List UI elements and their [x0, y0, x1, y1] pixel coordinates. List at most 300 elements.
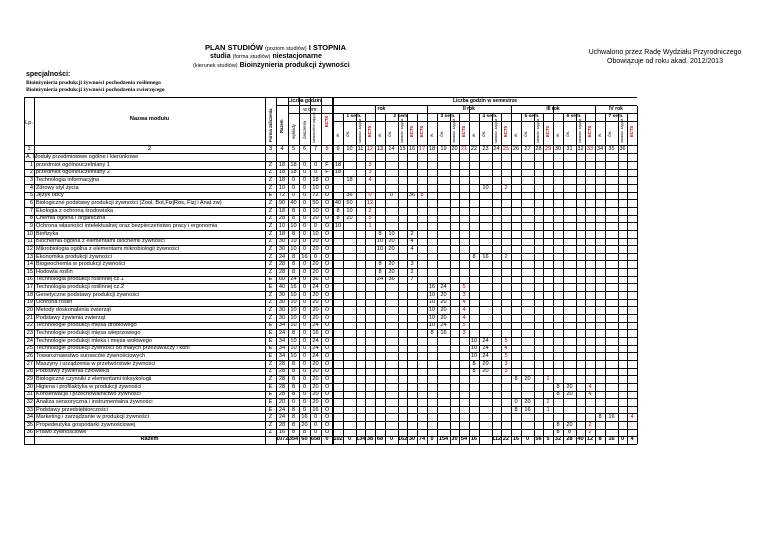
semester-value: 24 — [440, 284, 447, 291]
semester-value: 20 — [440, 307, 447, 314]
semester-value: 4 — [588, 391, 592, 398]
semester-value: 4 — [462, 299, 466, 306]
row-name: Ekonomika produkcji żywności — [36, 253, 112, 260]
row-forma: Z — [268, 421, 273, 428]
row-name: Podstawy przedsiębiorczości — [36, 406, 108, 413]
total-semester-value: 162 — [398, 436, 408, 443]
semester-value: 8 — [556, 383, 560, 390]
row-forma: E — [268, 330, 273, 336]
row-name: Technologie produkcji mięsa drobiowego — [36, 322, 137, 329]
semester-value: 20 — [482, 368, 489, 375]
row-cwiczenia: 0 — [302, 169, 307, 176]
plan-title: PLAN STUDIÓW (poziom studiów) I STOPNIA — [205, 43, 347, 52]
semester-subcol: w. — [471, 133, 476, 137]
semester-value: 20 — [388, 238, 395, 245]
total-semester-value: 16 — [512, 436, 520, 443]
column-number: 2 — [147, 146, 152, 152]
semester-value: 5 — [462, 322, 466, 329]
semester-rule — [595, 106, 596, 444]
row-lp: 25 — [26, 345, 33, 352]
semester-value: 4 — [462, 314, 466, 321]
column-number: 21 — [460, 146, 468, 152]
row-wyklady: 8 — [291, 375, 296, 382]
row-samodzielne: 16 — [312, 406, 319, 413]
semester-subcol: ćw. — [565, 130, 570, 137]
row-samodzielne: 20 — [312, 268, 319, 275]
semester-value: 5 — [504, 352, 508, 359]
semester-value: 8 — [514, 375, 518, 382]
row-praktyki: O — [324, 383, 330, 390]
semester-value: 8 — [556, 429, 560, 436]
semester-subcol: samodz. zajęcia — [578, 118, 582, 143]
semester-value: 3 — [410, 261, 414, 268]
col-lp: Lp. — [25, 120, 33, 126]
year-rule — [427, 106, 428, 114]
semester-subcol: ćw. — [523, 130, 528, 137]
row-forma: Z — [268, 222, 273, 229]
row-lp: 4 — [29, 184, 33, 191]
semester-value: 24 — [376, 276, 384, 283]
column-rule — [618, 114, 619, 444]
row-praktyki: O — [324, 268, 330, 275]
semester-subcol: ECTS — [545, 125, 550, 137]
row-samodzielne: 20 — [312, 261, 319, 268]
column-number: 1 — [27, 146, 31, 152]
row-name: Biologiczne podstawy produkcji żywności (Zool, Bot,FizjRos, Fizj i Anat zw) — [36, 199, 222, 206]
row-samodzielne: 20 — [312, 383, 319, 390]
row-wyklady: 8 — [291, 207, 296, 214]
row-wyklady: 8 — [291, 360, 296, 367]
row-wyklady: 8 — [291, 261, 296, 268]
row-praktyki: O — [324, 245, 330, 252]
row-lp: 27 — [26, 360, 33, 367]
row-samodzielne: 20 — [312, 368, 319, 375]
semester-subcol: samodz. zajęcia — [494, 118, 498, 143]
row-razem: 16 — [278, 429, 286, 436]
row-name: Ochrona własności intelektualnej oraz bezpieczeństwo pracy i ergonomia — [36, 222, 218, 229]
row-cwiczenia: 0 — [302, 322, 307, 329]
semester-rule — [637, 106, 638, 444]
row-lp: 1 — [29, 161, 33, 168]
row-razem: 28 — [278, 391, 286, 398]
row-razem: 28 — [278, 268, 286, 275]
row-razem: 34 — [278, 322, 286, 329]
col-name: Nazwa modułu — [129, 116, 170, 122]
row-samodzielne: 0 — [313, 253, 318, 260]
row-praktyki: O — [324, 345, 330, 352]
row-lp: 30 — [26, 383, 33, 390]
semester-value: 5 — [462, 284, 466, 291]
semester-subcol: w. — [429, 133, 434, 137]
row-cwiczenia: 0 — [302, 284, 307, 291]
row-samodzielne: 24 — [312, 322, 319, 329]
row-samodzielne: 24 — [312, 345, 319, 352]
column-number: 34 — [596, 146, 604, 152]
row-lp: 2 — [29, 169, 33, 176]
semester-value: 20 — [388, 261, 395, 268]
col-ects: ECTS — [324, 115, 329, 127]
row-praktyki: O — [324, 307, 330, 314]
row-samodzielne: 20 — [312, 245, 319, 252]
semester-value: 8 — [567, 429, 572, 436]
row-forma: E — [268, 398, 273, 405]
row-razem: 24 — [278, 253, 286, 260]
row-lp: 16 — [26, 276, 33, 283]
row-samodzielne: 0 — [313, 429, 318, 436]
row-cwiczenia: 0 — [302, 268, 307, 275]
row-lp: 17 — [26, 284, 33, 291]
approval-note: Uchwalono przez Radę Wydziału Przyrodniczego Obowiązuje od roku akad. 2012/2013 — [588, 49, 742, 65]
semester-subcol: w. — [377, 133, 382, 137]
row-wyklady: 0 — [291, 398, 296, 405]
row-lp: 18 — [26, 291, 33, 298]
semester-value: 8 — [430, 330, 434, 336]
row-lp: 3 — [29, 177, 33, 183]
row-samodzielne: 20 — [312, 299, 319, 306]
total-semester-value: 0 — [389, 436, 394, 443]
row-lp: 28 — [26, 368, 33, 375]
row-razem: 28 — [278, 383, 286, 390]
semester-rule — [427, 106, 428, 444]
row-razem: 60 — [278, 276, 286, 283]
semester-header: 4 sem. — [482, 114, 498, 119]
semester-value: 10 — [428, 307, 436, 314]
row-lp: 23 — [26, 330, 33, 336]
row-samodzielne: 24 — [312, 337, 319, 344]
row-name: Technologia informacyjna — [36, 177, 100, 183]
row-wyklady: 18 — [290, 169, 297, 176]
row-forma: Z — [268, 314, 273, 321]
row-wyklady: 8 — [291, 391, 296, 398]
column-number: 35 — [608, 146, 615, 152]
semester-value: 8 — [378, 230, 382, 237]
row-cwiczenia: 16 — [301, 414, 308, 421]
col-wyklady: wykłady — [291, 124, 296, 139]
semester-value: 4 — [410, 238, 414, 245]
semester-value: 36 — [388, 276, 395, 283]
column-number: 9 — [336, 146, 340, 152]
row-praktyki: O — [324, 238, 330, 245]
column-number: 22 — [470, 146, 478, 152]
column-rule — [627, 114, 628, 444]
column-number: 28 — [535, 146, 542, 152]
semester-value: 20 — [440, 314, 447, 321]
row-name: Język obcy — [36, 192, 64, 199]
row-praktyki: O — [324, 330, 330, 336]
semester-value: 3 — [368, 161, 372, 168]
row-cwiczenia: 0 — [302, 330, 307, 336]
row-name: Podstawy żywienia zwierząt — [36, 314, 106, 321]
semester-value: 4 — [630, 414, 634, 421]
col-forma: Forma zaliczenia — [268, 108, 273, 142]
column-number: 18 — [428, 146, 436, 152]
total-semester-value: 0 — [430, 436, 434, 443]
total-semester-value: 22 — [502, 436, 510, 443]
row-forma: Z — [268, 299, 273, 306]
row-cwiczenia: 0 — [302, 383, 307, 390]
year-header: II rok — [463, 106, 475, 112]
semester-value: 4 — [410, 245, 414, 252]
semester-value: 2 — [546, 398, 550, 405]
col-liczba-godzin-sem: Liczba godzin w semestrze — [452, 98, 518, 104]
row-cwiczenia: 0 — [302, 345, 307, 352]
total-label: Razem — [140, 436, 159, 443]
row-forma: E — [268, 352, 273, 359]
total-semester-value: 0 — [525, 436, 530, 443]
row-razem: 24 — [278, 406, 286, 413]
row-razem: 30 — [278, 299, 286, 306]
semester-value: 18 — [334, 169, 342, 176]
column-rule — [450, 114, 451, 444]
semester-value: 2 — [504, 184, 508, 191]
total-semester-value: 112 — [492, 436, 502, 443]
row-forma: Z — [268, 245, 273, 252]
row-name: Metody doskonalenia zwierząt — [36, 307, 111, 314]
semester-value: 20 — [482, 360, 489, 367]
semester-header: 1 sem. — [346, 114, 362, 119]
total-semester-value: 0 — [620, 436, 625, 443]
col-liczba-godzin: Liczba godzin — [287, 98, 322, 104]
row-praktyki: O — [324, 199, 330, 206]
row-forma: Z — [268, 261, 273, 268]
row-forma: E — [268, 322, 273, 329]
row-wyklady: 10 — [290, 245, 297, 252]
total-w: 354 — [288, 436, 299, 443]
total-semester-value: 5 — [546, 436, 550, 443]
row-forma: Z — [268, 291, 273, 298]
row-lp: 14 — [26, 261, 33, 268]
total-semester-value: 4 — [630, 436, 634, 443]
row-razem: 90 — [278, 199, 286, 206]
row-forma: Z — [268, 429, 273, 436]
row-forma: E — [268, 337, 273, 344]
semester-value: 10 — [428, 299, 436, 306]
row-praktyki: O — [324, 352, 330, 359]
total-p: 0 — [325, 436, 329, 443]
row-cwiczenia: 0 — [302, 307, 307, 314]
row-lp: 34 — [26, 414, 33, 421]
row-cwiczenia: 0 — [302, 337, 307, 344]
row-cwiczenia: 0 — [302, 230, 307, 237]
semester-header: 6 sem. — [566, 114, 582, 119]
semester-value: 5 — [368, 215, 372, 222]
semester-subcol: ECTS — [409, 125, 414, 137]
total-c: 60 — [301, 436, 308, 443]
row-samodzielne: 10 — [312, 230, 319, 237]
semester-value: 16 — [482, 253, 489, 260]
total-semester-value: 0 — [347, 436, 352, 443]
row-lp: 21 — [26, 314, 33, 321]
column-number: 36 — [619, 146, 626, 152]
year-rule — [595, 106, 596, 114]
row-lp: 20 — [26, 307, 33, 314]
row-name: Hodowla roślin — [36, 268, 73, 275]
row-forma: Z — [268, 161, 273, 168]
row-cwiczenia: 0 — [302, 238, 307, 245]
row-wyklady: 8 — [291, 253, 296, 260]
semester-value: 2 — [410, 268, 414, 275]
row-cwiczenia: 0 — [302, 161, 307, 168]
row-wyklady: 8 — [291, 368, 296, 375]
row-cwiczenia: 0 — [302, 398, 307, 405]
semester-subcol: ćw. — [439, 130, 444, 137]
row-name: Technologie produkcji mięsa wieprzowego — [36, 330, 141, 336]
row-praktyki: O — [324, 253, 330, 260]
semester-subcol: samodz. zajęcia — [536, 118, 540, 143]
row-razem: 24 — [278, 330, 286, 336]
total-semester-value: 54 — [460, 436, 468, 443]
row-forma: Z — [268, 268, 273, 275]
semester-subcol: ECTS — [587, 125, 592, 137]
column-number: 31 — [566, 146, 573, 152]
semester-value: 24 — [482, 337, 489, 344]
total-semester-value: 68 — [376, 436, 384, 443]
row-praktyki: O — [324, 406, 330, 413]
total-semester-value: 134 — [356, 436, 366, 443]
row-praktyki: O — [324, 215, 330, 222]
total-semester-value: 38 — [366, 436, 374, 443]
row-name: Maszyny i urządzenia w przetwórstwie żywności — [36, 360, 156, 367]
total-semester-value: 30 — [451, 436, 458, 443]
row-wyklady: 10 — [290, 299, 297, 306]
semester-value: 2 — [368, 207, 372, 214]
semester-value: 16 — [608, 414, 615, 421]
row-wyklady: 10 — [290, 238, 297, 245]
row-name: Ochrona roślin — [36, 299, 73, 306]
semester-value: 8 — [336, 215, 340, 222]
row-lp: 7 — [29, 207, 33, 214]
row-cwiczenia: 0 — [302, 299, 307, 306]
row-lp: 19 — [26, 299, 33, 306]
semester-value: 24 — [482, 352, 489, 359]
semester-subcol: ECTS — [503, 125, 508, 137]
row-forma: Z — [268, 414, 273, 421]
row-name: Zdrowy styl życia — [36, 184, 79, 191]
column-rule — [543, 114, 544, 444]
column-number: 19 — [440, 146, 447, 152]
semester-value: 16 — [440, 330, 447, 336]
column-rule — [417, 114, 418, 444]
row-name: przedmiot ogólnouczelniany 2 — [36, 169, 111, 176]
column-number: 3 — [268, 146, 273, 152]
semester-value: 10 — [388, 230, 395, 237]
semester-value: 8 — [556, 391, 560, 398]
row-razem: 18 — [278, 169, 286, 176]
row-cwiczenia: 20 — [301, 421, 308, 428]
row-praktyki: O — [324, 375, 330, 382]
row-forma: E — [268, 276, 273, 283]
total-semester-value: 30 — [408, 436, 416, 443]
row-razem: 40 — [278, 284, 286, 291]
row-cwiczenia: 0 — [302, 368, 307, 375]
semester-value: 10 — [376, 245, 384, 252]
row-praktyki: O — [324, 368, 330, 375]
row-wyklady: 10 — [290, 337, 297, 344]
row-wyklady: 40 — [290, 199, 297, 206]
table-bottom-rule — [24, 444, 637, 445]
column-number: 25 — [502, 146, 510, 152]
row-forma: E — [268, 406, 273, 413]
row-wyklady: 8 — [291, 421, 296, 428]
row-cwiczenia: 8 — [302, 429, 307, 436]
row-cwiczenia: 0 — [302, 215, 307, 222]
row-praktyki: O — [324, 337, 330, 344]
row-forma: E — [268, 391, 273, 398]
column-number: 5 — [291, 146, 296, 152]
semester-value: 2 — [410, 230, 414, 237]
column-rule — [492, 114, 493, 444]
row-name: Ekologia z ochroną środowiska — [36, 207, 114, 214]
row-forma: Z — [268, 169, 273, 176]
row-razem: 18 — [278, 207, 286, 214]
semester-value: 8 — [472, 360, 476, 367]
semester-subcol: w. — [555, 133, 560, 137]
row-samodzielne: 24 — [312, 352, 319, 359]
semester-header: 2 sem. — [393, 114, 409, 119]
row-cwiczenia: 0 — [302, 352, 307, 359]
semester-subcol: ECTS — [367, 125, 372, 137]
column-rule — [605, 114, 606, 444]
row-samodzielne: 10 — [312, 184, 319, 191]
total-r: 1072 — [276, 436, 289, 443]
semester-subcol: w. — [597, 133, 602, 137]
row-razem: 34 — [278, 345, 286, 352]
semester-value: 7 — [410, 276, 414, 283]
row-razem: 34 — [278, 352, 286, 359]
semester-value: 8 — [472, 368, 476, 375]
col-samodzielne: samodzielne zajęcia — [312, 112, 316, 143]
total-semester-value: 28 — [566, 436, 573, 443]
row-lp: 10 — [26, 230, 33, 237]
row-lp: 13 — [26, 253, 33, 260]
row-wyklady: 8 — [291, 429, 296, 436]
row-samodzielne: 0 — [313, 421, 318, 428]
row-forma: E — [268, 383, 273, 390]
semester-value: 20 — [388, 268, 395, 275]
column-rule — [479, 114, 480, 444]
semester-subcol: ćw. — [607, 130, 612, 137]
total-semester-value: 16 — [470, 436, 478, 443]
semester-value: 10 — [428, 291, 436, 298]
row-praktyki: O — [324, 414, 330, 421]
row-wyklady: 10 — [290, 307, 297, 314]
row-wyklady: 18 — [290, 161, 297, 168]
semester-value: 3 — [462, 330, 466, 336]
semester-value: 10 — [428, 314, 436, 321]
column-rule — [459, 114, 460, 444]
semester-value: 8 — [420, 192, 424, 199]
row-wyklady: 10 — [290, 345, 297, 352]
semester-value: 16 — [428, 284, 436, 291]
total-semester-value: 154 — [438, 436, 449, 443]
semester-subcol: samodz. zajęcia — [358, 118, 362, 143]
col-razem: Razem — [279, 119, 284, 133]
semester-value: 8 — [378, 261, 382, 268]
row-lp: 8 — [29, 215, 33, 222]
row-cwiczenia: 0 — [302, 222, 307, 229]
row-forma: Z — [268, 215, 273, 222]
row-wyklady: 0 — [291, 184, 296, 191]
row-praktyki: O — [324, 230, 330, 237]
semester-subcol: ECTS — [461, 125, 466, 137]
semester-value: 36 — [346, 192, 353, 199]
row-forma: Z — [268, 207, 273, 214]
row-samodzielne: 20 — [312, 391, 319, 398]
semester-value: 0 — [514, 398, 518, 405]
semester-header: 3 sem. — [440, 114, 456, 119]
row-name: Mikrobiologia ogólna z elementami mikrobiologii żywności — [36, 245, 180, 252]
row-razem: 34 — [278, 337, 286, 344]
